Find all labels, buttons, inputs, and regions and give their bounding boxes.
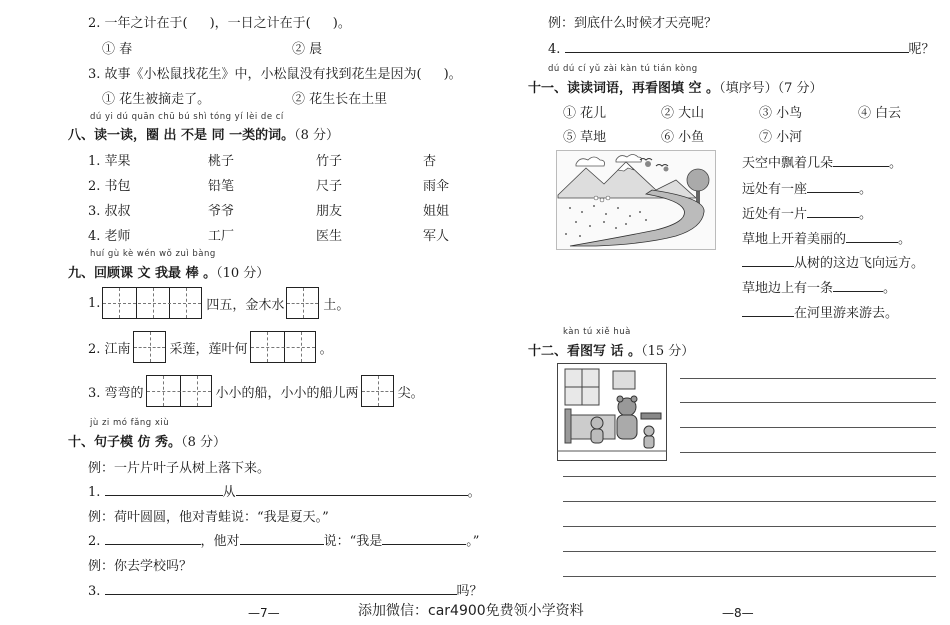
q7-item-3-end: )。 <box>443 67 462 82</box>
answer-line[interactable] <box>833 153 889 167</box>
s9-item-2 <box>88 330 333 364</box>
s11-blank-5 <box>742 252 924 271</box>
s8-r3c4: 姐姐 <box>423 204 450 219</box>
writing-line[interactable] <box>563 526 936 527</box>
s11-word-3: ③ 小鸟 <box>759 106 803 121</box>
q7-option-b: ② 晨 <box>292 42 323 57</box>
answer-line[interactable] <box>742 303 794 317</box>
s10-q2-end: 。” <box>466 534 480 549</box>
q7-option-d: ② 花生长在土里 <box>292 92 388 107</box>
s9-item-1-prefix: 1. <box>88 295 101 311</box>
s9-item-2-end: 。 <box>319 341 333 357</box>
s10-q2 <box>88 530 479 549</box>
s9-item-1-after: 四五，金木水 <box>206 297 285 313</box>
s9-score: （10 分） <box>216 266 270 281</box>
s9-item-2-after: 采莲，莲叶何 <box>169 341 248 357</box>
s11-title-text: 十一、读读词语，再看图填 空 。 <box>528 81 720 96</box>
writing-line[interactable] <box>680 402 936 403</box>
s12-title-text: 十二、看图写 话 。 <box>528 344 642 359</box>
s12-score: （15 分） <box>641 344 695 359</box>
s9-item-3-after: 小小的船，小小的船儿两 <box>215 385 359 401</box>
writing-grid[interactable] <box>133 331 166 363</box>
writing-picture <box>557 363 667 461</box>
s10-title <box>68 431 226 450</box>
s10-example-1: 例：一片片叶子从树上落下来。 <box>88 461 271 476</box>
writing-grid[interactable] <box>146 375 212 407</box>
blank-pre: 天空中飘着几朵 <box>742 156 834 171</box>
s8-title-text: 八、读一读，圈 出 不是 同 一类的词。 <box>68 128 295 143</box>
s11-word-5: ⑤ 草地 <box>563 130 607 145</box>
q7-item-2-mid: )，一日之计在于( <box>209 16 311 31</box>
s8-r1c4: 杏 <box>423 154 437 169</box>
answer-line[interactable] <box>105 581 457 595</box>
s9-item-1 <box>88 286 349 320</box>
blank-pre: 远处有一座 <box>742 182 808 197</box>
s11-word-7: ⑦ 小河 <box>759 130 803 145</box>
s8-r4c3: 医生 <box>316 229 343 244</box>
s9-title-text: 九、回顾课 文 我最 棒 。 <box>68 266 217 281</box>
s8-title <box>68 124 339 143</box>
s8-r3c1: 3. 叔叔 <box>88 204 131 219</box>
s9-item-3-end: 尖。 <box>397 385 424 401</box>
writing-grid[interactable] <box>286 287 319 319</box>
watermark-text: 添加微信：car4900免费领小学资料 <box>358 603 584 619</box>
s8-r1c2: 桃子 <box>208 154 235 169</box>
writing-picture-svg <box>557 363 667 461</box>
right-example-top: 例：到底什么时候才天亮呢？ <box>548 16 718 31</box>
s8-r1c3: 竹子 <box>316 154 343 169</box>
s11-score: （填序号）（7 分） <box>719 81 823 96</box>
writing-line[interactable] <box>680 378 936 379</box>
bear-body <box>617 415 637 439</box>
blank-post: 。 <box>883 281 897 296</box>
s10-example-3: 例：你去学校吗？ <box>88 559 193 574</box>
blank-post: 。 <box>898 232 912 247</box>
answer-line[interactable] <box>833 278 883 292</box>
answer-line[interactable] <box>105 531 201 545</box>
s9-title <box>68 262 269 281</box>
s8-pinyin: dú yi dú quān chū bú shì tóng yí lèi de cí <box>90 112 284 122</box>
s11-word-2: ② 大山 <box>661 106 705 121</box>
q7-option-a: ① 春 <box>102 42 133 57</box>
answer-line[interactable] <box>807 179 859 193</box>
writing-grid[interactable] <box>102 287 202 319</box>
s8-r2c4: 雨伞 <box>423 179 450 194</box>
s8-r1c1: 1. 苹果 <box>88 154 131 169</box>
page-number-right: —8— <box>722 606 754 620</box>
s11-blank-2 <box>742 178 872 197</box>
s11-blank-1 <box>742 152 902 171</box>
s8-r4c1: 4. 老师 <box>88 229 131 244</box>
answer-line[interactable] <box>382 531 466 545</box>
s10-q3-end: 吗？ <box>456 584 483 599</box>
s11-word-1: ① 花儿 <box>563 106 607 121</box>
s10-q1 <box>88 481 481 500</box>
s8-r2c1: 2. 书包 <box>88 179 131 194</box>
s11-blank-3 <box>742 203 872 222</box>
s11-word-4: ④ 白云 <box>858 106 902 121</box>
answer-line[interactable] <box>807 204 859 218</box>
s11-title <box>528 77 822 96</box>
s9-item-1-end: 土。 <box>323 297 350 313</box>
answer-line[interactable] <box>240 531 324 545</box>
writing-line[interactable] <box>563 576 936 577</box>
s8-score: （8 分） <box>294 128 340 143</box>
q7-item-3-text: 3. 故事《小松鼠找花生》中，小松鼠没有找到花生是因为( <box>88 67 422 82</box>
s10-pinyin: jù zi mó fǎng xiù <box>90 418 170 428</box>
s11-blank-7 <box>742 302 898 321</box>
blank-post: 在河里游来游去。 <box>794 306 899 321</box>
writing-line[interactable] <box>680 427 936 428</box>
right-q4 <box>548 38 935 57</box>
s10-score: （8 分） <box>181 435 226 450</box>
q7-option-c: ① 花生被摘走了。 <box>102 92 211 107</box>
s10-q2-num: 2. <box>88 534 101 549</box>
blank-pre: 草地边上有一条 <box>742 281 834 296</box>
q7-item-2-text: 2. 一年之计在于( <box>88 16 188 31</box>
s11-blank-6 <box>742 277 896 296</box>
landscape-picture <box>556 150 716 250</box>
answer-line[interactable] <box>105 482 223 496</box>
s8-r4c2: 工厂 <box>208 229 235 244</box>
s11-blank-4 <box>742 228 911 247</box>
s9-item-3 <box>88 374 424 408</box>
blank-post: 。 <box>859 182 873 197</box>
s12-pinyin: kàn tú xiě huà <box>563 327 631 337</box>
q7-item-2 <box>88 12 351 31</box>
s10-example-2: 例：荷叶圆圆，他对青蛙说：“我是夏天。” <box>88 510 329 525</box>
answer-line[interactable] <box>846 229 898 243</box>
s10-q3-num: 3. <box>88 584 101 599</box>
answer-line[interactable] <box>742 253 794 267</box>
s10-q1-num: 1. <box>88 485 101 500</box>
blank-post: 。 <box>859 207 873 222</box>
s11-word-6: ⑥ 小鱼 <box>661 130 705 145</box>
s10-q2-b: 说：“我是 <box>323 534 383 549</box>
s10-q1-end: 。 <box>467 485 481 500</box>
s10-title-text: 十、句子模 仿 秀。 <box>68 435 182 450</box>
s10-q1-mid: 从 <box>222 485 236 500</box>
s9-item-3-prefix: 3. 弯弯的 <box>88 385 144 401</box>
blank-post: 从树的这边飞向远方。 <box>794 256 925 271</box>
writing-line[interactable] <box>563 501 936 502</box>
s9-pinyin: huí gù kè wén wǒ zuì bàng <box>90 249 216 259</box>
blank-pre: 草地上开着美丽的 <box>742 232 847 247</box>
q7-item-3 <box>88 63 462 82</box>
page-number-left: —7— <box>248 606 280 620</box>
s8-r3c3: 朋友 <box>316 204 343 219</box>
s8-r3c2: 爷爷 <box>208 204 235 219</box>
s10-q3 <box>88 580 483 599</box>
writing-line[interactable] <box>680 452 936 453</box>
writing-grid[interactable] <box>250 331 316 363</box>
answer-line[interactable] <box>565 39 909 53</box>
landscape-picture-svg <box>556 150 716 250</box>
tree-crown <box>687 169 709 191</box>
right-q4-num: 4. <box>548 42 561 57</box>
s8-r4c4: 军人 <box>423 229 450 244</box>
s9-item-2-prefix: 2. 江南 <box>88 341 131 357</box>
q7-item-2-end: )。 <box>332 16 351 31</box>
writing-line[interactable] <box>563 476 936 477</box>
s10-q2-a: ，他对 <box>200 534 240 549</box>
blank-pre: 近处有一片 <box>742 207 808 222</box>
blank-post: 。 <box>889 156 903 171</box>
answer-line[interactable] <box>236 482 468 496</box>
right-q4-end: 呢？ <box>908 42 935 57</box>
s11-pinyin: dú dú cí yǔ zài kàn tú tián kòng <box>548 64 698 74</box>
s8-r2c2: 铅笔 <box>208 179 235 194</box>
writing-line[interactable] <box>563 551 936 552</box>
writing-grid[interactable] <box>361 375 394 407</box>
s12-title <box>528 340 694 359</box>
s8-r2c3: 尺子 <box>316 179 343 194</box>
